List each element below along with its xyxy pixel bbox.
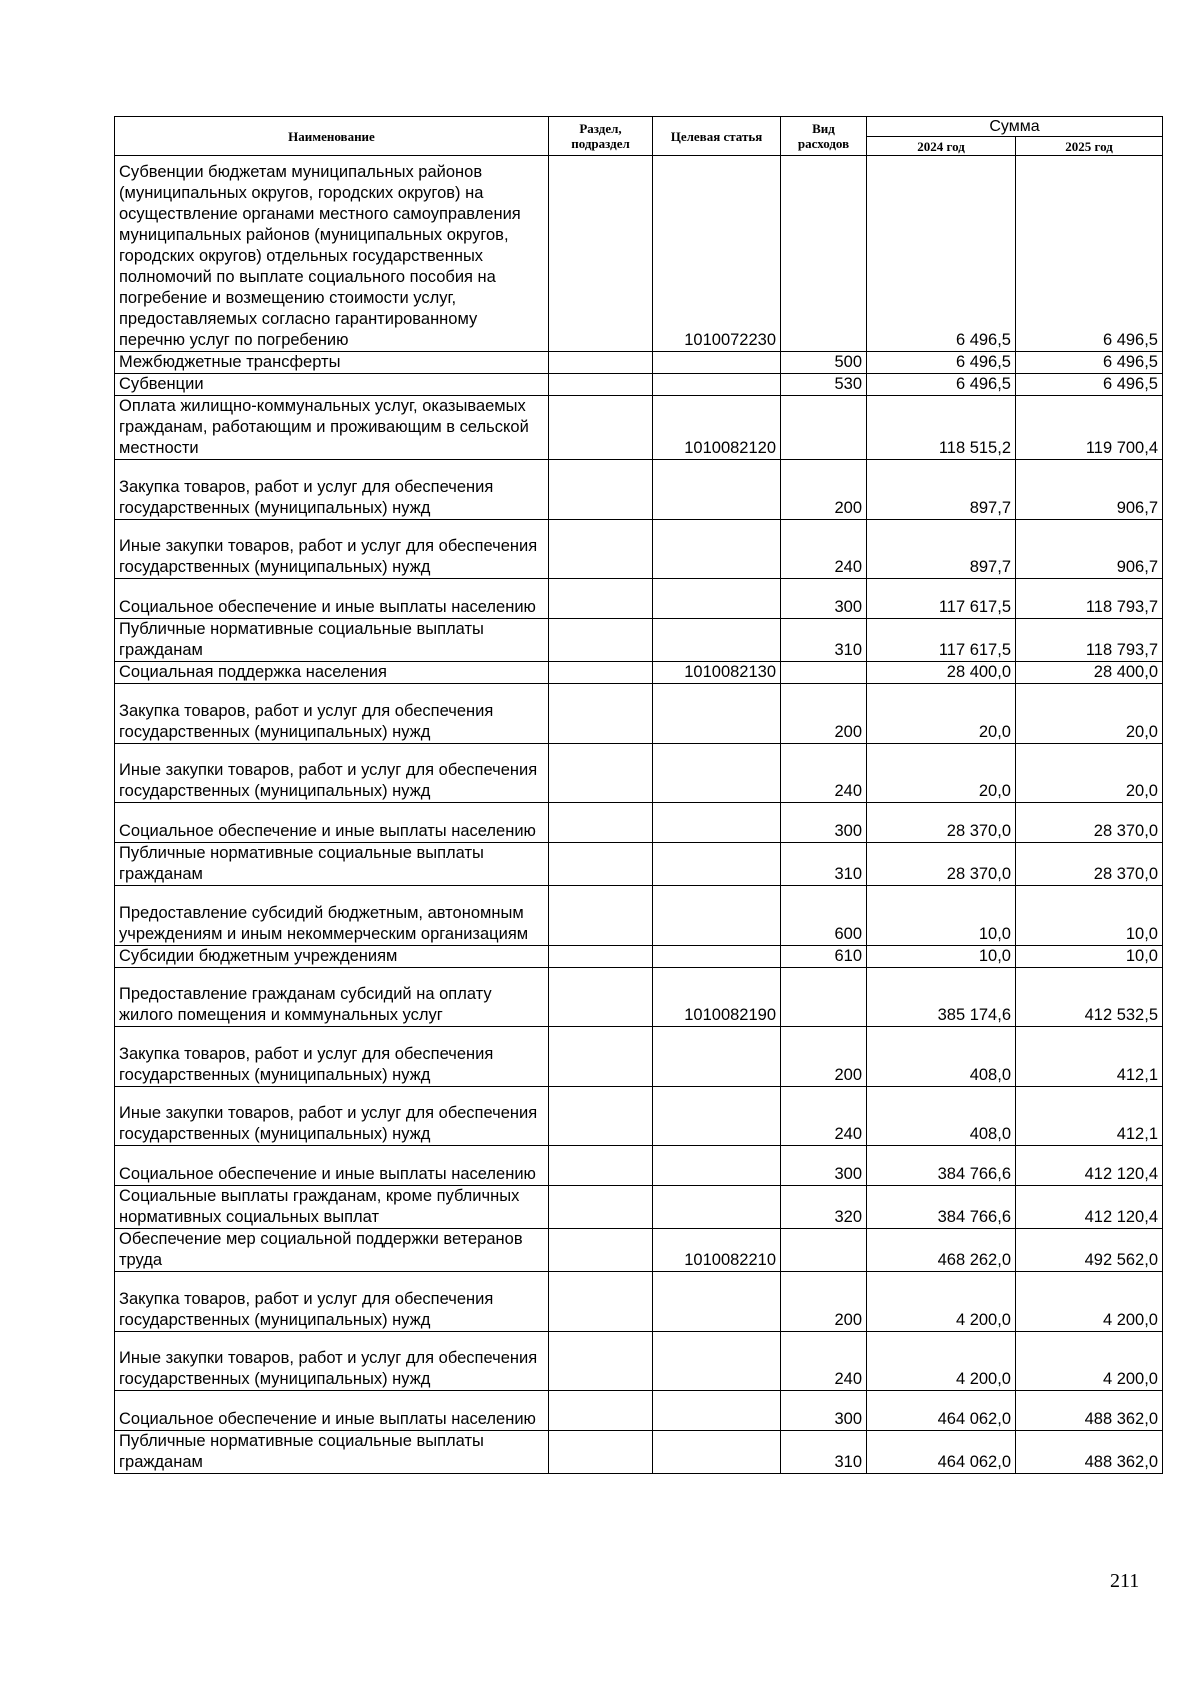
cell-2025: 118 793,7 (1016, 619, 1163, 662)
cell-target (653, 886, 781, 946)
cell-kind: 200 (781, 1272, 867, 1332)
cell-2024: 10,0 (867, 886, 1016, 946)
cell-section (549, 1146, 653, 1186)
cell-2025: 28 370,0 (1016, 803, 1163, 843)
cell-name: Иные закупки товаров, работ и услуг для обеспечения государственных (муниципальных) нужд (115, 1086, 549, 1146)
cell-2024: 118 515,2 (867, 396, 1016, 460)
cell-name: Предоставление гражданам субсидий на оплату жилого помещения и коммунальных услуг (115, 967, 549, 1027)
cell-kind: 300 (781, 803, 867, 843)
header-year-2024: 2024 год (867, 137, 1016, 156)
cell-2024: 897,7 (867, 519, 1016, 579)
cell-name: Социальное обеспечение и иные выплаты населению (115, 579, 549, 619)
cell-name: Субвенции (115, 374, 549, 396)
cell-2024: 408,0 (867, 1086, 1016, 1146)
cell-2025: 6 496,5 (1016, 352, 1163, 374)
table-row (115, 803, 1163, 843)
cell-kind: 600 (781, 886, 867, 946)
cell-2024: 464 062,0 (867, 1391, 1016, 1431)
cell-section (549, 684, 653, 744)
cell-name: Социальное обеспечение и иные выплаты населению (115, 803, 549, 843)
cell-2025: 10,0 (1016, 886, 1163, 946)
table-row (115, 1086, 1163, 1146)
cell-2025: 906,7 (1016, 519, 1163, 579)
cell-target (653, 1272, 781, 1332)
cell-2024: 6 496,5 (867, 374, 1016, 396)
cell-kind (781, 662, 867, 684)
table-row (115, 1186, 1163, 1229)
cell-2024: 384 766,6 (867, 1146, 1016, 1186)
cell-name: Социальное обеспечение и иные выплаты населению (115, 1391, 549, 1431)
cell-kind (781, 156, 867, 352)
table-row (115, 579, 1163, 619)
cell-target (653, 1331, 781, 1391)
table-body (115, 156, 1163, 1474)
cell-target (653, 374, 781, 396)
cell-target (653, 1027, 781, 1087)
cell-2024: 28 370,0 (867, 803, 1016, 843)
cell-name: Закупка товаров, работ и услуг для обеспечения государственных (муниципальных) нужд (115, 1027, 549, 1087)
cell-2024: 117 617,5 (867, 619, 1016, 662)
cell-name: Закупка товаров, работ и услуг для обеспечения государственных (муниципальных) нужд (115, 460, 549, 520)
header-target: Целевая статья (653, 117, 781, 156)
cell-name: Межбюджетные трансферты (115, 352, 549, 374)
page-number: 211 (1110, 1570, 1140, 1592)
cell-target (653, 1431, 781, 1474)
cell-target (653, 1391, 781, 1431)
header-year-2025: 2025 год (1016, 137, 1163, 156)
table-header (115, 117, 1163, 156)
cell-2025: 6 496,5 (1016, 374, 1163, 396)
cell-2025: 412,1 (1016, 1027, 1163, 1087)
header-sum: Сумма (867, 117, 1163, 137)
cell-section (549, 1331, 653, 1391)
cell-2024: 28 370,0 (867, 843, 1016, 886)
cell-kind: 200 (781, 1027, 867, 1087)
cell-2025: 4 200,0 (1016, 1272, 1163, 1332)
cell-2025: 492 562,0 (1016, 1229, 1163, 1272)
cell-kind: 240 (781, 1086, 867, 1146)
cell-name: Субсидии бюджетным учреждениям (115, 945, 549, 967)
table-row (115, 1229, 1163, 1272)
cell-kind: 240 (781, 743, 867, 803)
cell-target (653, 743, 781, 803)
cell-2024: 468 262,0 (867, 1229, 1016, 1272)
cell-target (653, 519, 781, 579)
cell-section (549, 374, 653, 396)
cell-kind: 310 (781, 1431, 867, 1474)
cell-section (549, 886, 653, 946)
cell-2024: 10,0 (867, 945, 1016, 967)
cell-target: 1010082120 (653, 396, 781, 460)
cell-section (549, 156, 653, 352)
cell-target (653, 803, 781, 843)
cell-target (653, 843, 781, 886)
cell-name: Иные закупки товаров, работ и услуг для обеспечения государственных (муниципальных) нужд (115, 1331, 549, 1391)
cell-2024: 385 174,6 (867, 967, 1016, 1027)
cell-section (549, 803, 653, 843)
cell-target (653, 619, 781, 662)
cell-section (549, 1086, 653, 1146)
table-row (115, 156, 1163, 352)
cell-kind: 300 (781, 1146, 867, 1186)
cell-section (549, 843, 653, 886)
cell-name: Субвенции бюджетам муниципальных районов (муниципальных округов, городских округов) на осуществление органами местного самоуправления муниципальных районов (муниципальных округов, городских округов) отдельных государственных полномочий по выплате социального пособия на погребение и возмещению стоимости услуг, предоставляемых согласно гарантированному перечню услуг по погребению (115, 156, 549, 352)
cell-target (653, 945, 781, 967)
cell-section (549, 460, 653, 520)
cell-name: Публичные нормативные социальные выплаты гражданам (115, 1431, 549, 1474)
cell-section (549, 1186, 653, 1229)
cell-2024: 20,0 (867, 743, 1016, 803)
cell-2024: 4 200,0 (867, 1331, 1016, 1391)
cell-target (653, 684, 781, 744)
table-row (115, 843, 1163, 886)
cell-2025: 118 793,7 (1016, 579, 1163, 619)
cell-2025: 28 400,0 (1016, 662, 1163, 684)
cell-name: Иные закупки товаров, работ и услуг для обеспечения государственных (муниципальных) нужд (115, 743, 549, 803)
cell-section (549, 1229, 653, 1272)
cell-section (549, 1272, 653, 1332)
cell-2025: 412,1 (1016, 1086, 1163, 1146)
table-row (115, 396, 1163, 460)
cell-2025: 412 120,4 (1016, 1186, 1163, 1229)
cell-kind: 240 (781, 1331, 867, 1391)
cell-2025: 906,7 (1016, 460, 1163, 520)
cell-2025: 6 496,5 (1016, 156, 1163, 352)
cell-target: 1010072230 (653, 156, 781, 352)
cell-2025: 412 532,5 (1016, 967, 1163, 1027)
cell-kind: 610 (781, 945, 867, 967)
cell-2025: 20,0 (1016, 743, 1163, 803)
cell-section (549, 396, 653, 460)
cell-kind (781, 396, 867, 460)
table-row (115, 1431, 1163, 1474)
budget-table (114, 116, 1163, 1474)
cell-section (549, 967, 653, 1027)
cell-2025: 488 362,0 (1016, 1391, 1163, 1431)
cell-name: Обеспечение мер социальной поддержки ветеранов труда (115, 1229, 549, 1272)
cell-2024: 6 496,5 (867, 352, 1016, 374)
cell-2025: 28 370,0 (1016, 843, 1163, 886)
cell-kind: 310 (781, 619, 867, 662)
table-row (115, 967, 1163, 1027)
cell-2024: 6 496,5 (867, 156, 1016, 352)
cell-target (653, 1146, 781, 1186)
cell-section (549, 662, 653, 684)
cell-name: Социальная поддержка населения (115, 662, 549, 684)
table-row (115, 886, 1163, 946)
cell-name: Иные закупки товаров, работ и услуг для обеспечения государственных (муниципальных) нужд (115, 519, 549, 579)
table-row (115, 1272, 1163, 1332)
cell-2025: 488 362,0 (1016, 1431, 1163, 1474)
cell-2024: 117 617,5 (867, 579, 1016, 619)
cell-2025: 119 700,4 (1016, 396, 1163, 460)
table-row (115, 1391, 1163, 1431)
cell-section (549, 579, 653, 619)
cell-section (549, 352, 653, 374)
cell-kind (781, 1229, 867, 1272)
cell-section (549, 1391, 653, 1431)
cell-2024: 384 766,6 (867, 1186, 1016, 1229)
table-row (115, 460, 1163, 520)
cell-target: 1010082210 (653, 1229, 781, 1272)
cell-kind: 240 (781, 519, 867, 579)
cell-2024: 897,7 (867, 460, 1016, 520)
cell-target (653, 579, 781, 619)
cell-section (549, 519, 653, 579)
cell-section (549, 1027, 653, 1087)
cell-2025: 20,0 (1016, 684, 1163, 744)
cell-name: Оплата жилищно-коммунальных услуг, оказываемых гражданам, работающим и проживающим в сельской местности (115, 396, 549, 460)
cell-name: Социальные выплаты гражданам, кроме публичных нормативных социальных выплат (115, 1186, 549, 1229)
cell-kind: 300 (781, 1391, 867, 1431)
cell-target (653, 352, 781, 374)
cell-2025: 10,0 (1016, 945, 1163, 967)
cell-2024: 28 400,0 (867, 662, 1016, 684)
table-row (115, 945, 1163, 967)
cell-name: Предоставление субсидий бюджетным, автономным учреждениям и иным некоммерческим организациям (115, 886, 549, 946)
cell-kind: 200 (781, 460, 867, 520)
cell-section (549, 945, 653, 967)
table-row (115, 374, 1163, 396)
table-row (115, 352, 1163, 374)
cell-2025: 412 120,4 (1016, 1146, 1163, 1186)
header-kind: Вид расходов (781, 117, 867, 156)
cell-kind: 200 (781, 684, 867, 744)
cell-2024: 4 200,0 (867, 1272, 1016, 1332)
cell-target (653, 1086, 781, 1146)
cell-name: Закупка товаров, работ и услуг для обеспечения государственных (муниципальных) нужд (115, 684, 549, 744)
table-row (115, 1146, 1163, 1186)
cell-2024: 20,0 (867, 684, 1016, 744)
cell-2024: 464 062,0 (867, 1431, 1016, 1474)
cell-target (653, 460, 781, 520)
table-row (115, 519, 1163, 579)
cell-kind: 310 (781, 843, 867, 886)
cell-2025: 4 200,0 (1016, 1331, 1163, 1391)
cell-kind (781, 967, 867, 1027)
table-row (115, 743, 1163, 803)
table-row (115, 1331, 1163, 1391)
cell-name: Публичные нормативные социальные выплаты гражданам (115, 843, 549, 886)
cell-section (549, 743, 653, 803)
cell-name: Закупка товаров, работ и услуг для обеспечения государственных (муниципальных) нужд (115, 1272, 549, 1332)
cell-section (549, 1431, 653, 1474)
table-row (115, 1027, 1163, 1087)
cell-2024: 408,0 (867, 1027, 1016, 1087)
cell-target: 1010082130 (653, 662, 781, 684)
cell-kind: 530 (781, 374, 867, 396)
cell-section (549, 619, 653, 662)
cell-kind: 500 (781, 352, 867, 374)
cell-target: 1010082190 (653, 967, 781, 1027)
cell-name: Социальное обеспечение и иные выплаты населению (115, 1146, 549, 1186)
cell-kind: 320 (781, 1186, 867, 1229)
cell-target (653, 1186, 781, 1229)
table-row (115, 684, 1163, 744)
cell-name: Публичные нормативные социальные выплаты гражданам (115, 619, 549, 662)
header-section: Раздел, подраздел (549, 117, 653, 156)
cell-kind: 300 (781, 579, 867, 619)
header-name: Наименование (115, 117, 549, 156)
table-row (115, 619, 1163, 662)
table-row (115, 662, 1163, 684)
